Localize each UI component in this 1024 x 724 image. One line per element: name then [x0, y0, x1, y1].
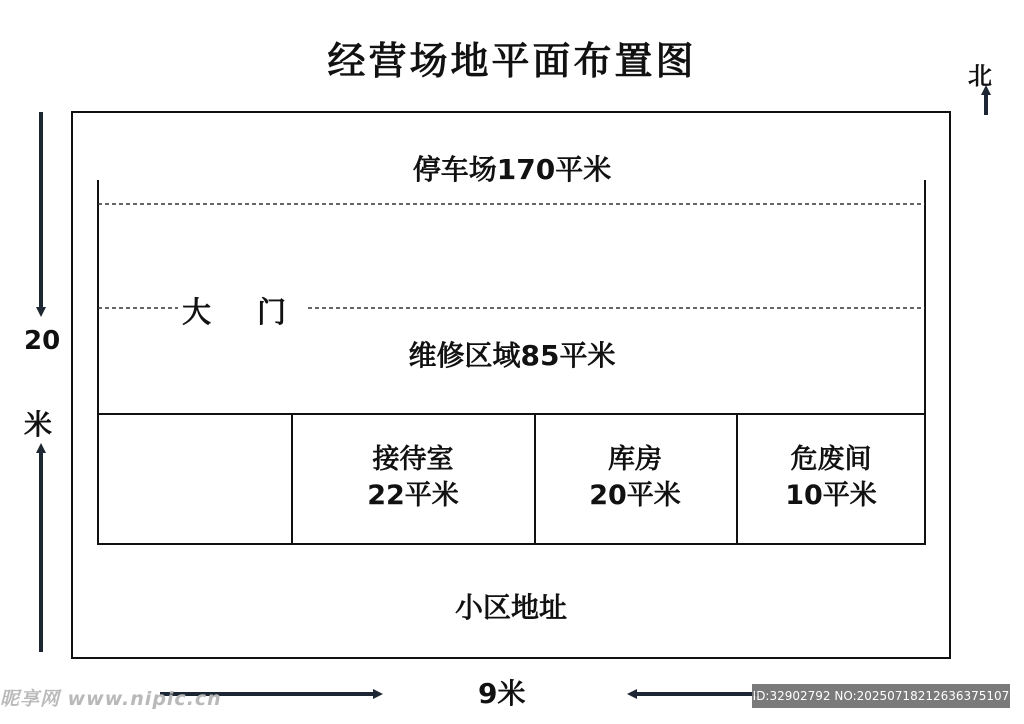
room-area: 20平米 [589, 480, 681, 511]
height-dimension-unit: 米 [24, 408, 53, 441]
repair-zone-label: 维修区域85平米 [408, 339, 616, 372]
room-area: 22平米 [367, 480, 459, 511]
room-name: 危废间 [790, 444, 872, 475]
gate-label: 大 门 [178, 290, 308, 331]
room-reception [292, 442, 534, 514]
address-label: 小区地址 [454, 591, 567, 624]
watermark-id: ID:32902792 NO:20250718212636375107 [752, 684, 1010, 708]
watermark-logo: 昵享网 www.nipic.cn [0, 688, 222, 710]
room-hazardous-waste [737, 442, 925, 514]
north-label: 北 [968, 62, 992, 90]
room-name: 接待室 [372, 444, 454, 475]
site-boundary [72, 112, 950, 658]
width-dimension-label: 9米 [478, 677, 526, 710]
page-title: 经营场地平面布置图 [327, 39, 697, 83]
room-storage [535, 442, 735, 514]
room-name: 库房 [608, 444, 662, 475]
height-dimension-value: 20 [24, 326, 61, 356]
parking-zone-label: 停车场170平米 [412, 153, 612, 186]
room-area: 10平米 [785, 480, 877, 511]
